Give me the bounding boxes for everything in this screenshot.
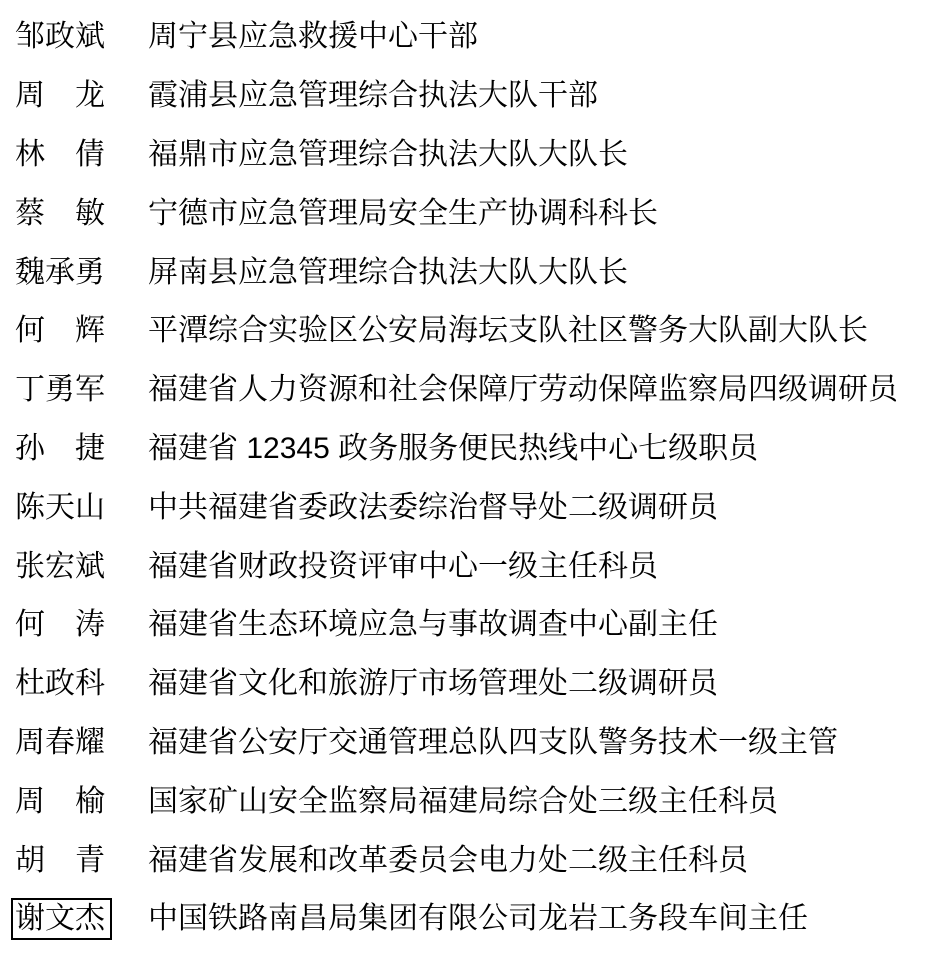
roster-row: [15, 67, 946, 126]
roster-row: [15, 243, 946, 302]
roster-row: [15, 890, 946, 949]
person-name: 陈天山: [15, 490, 105, 524]
roster-row: [15, 420, 946, 479]
person-title: 福鼎市应急管理综合执法大队大队长: [148, 137, 628, 171]
person-title: 福建省发展和改革委员会电力处二级主任科员: [148, 843, 748, 877]
person-name-boxed: 谢文杰: [11, 898, 112, 940]
roster-row: [15, 596, 946, 655]
roster-row: [15, 126, 946, 185]
roster-row: [15, 361, 946, 420]
person-title: 平潭综合实验区公安局海坛支队社区警务大队副大队长: [148, 314, 868, 348]
person-name: 魏承勇: [15, 255, 105, 289]
roster-row: [15, 655, 946, 714]
person-title: 福建省生态环境应急与事故调查中心副主任: [148, 608, 718, 642]
person-title: 霞浦县应急管理综合执法大队干部: [148, 79, 598, 113]
person-title: 福建省 12345 政务服务便民热线中心七级职员: [148, 431, 759, 465]
person-name: 丁勇军: [15, 373, 105, 407]
person-name: 张宏斌: [15, 549, 105, 583]
roster-row: [15, 8, 946, 67]
roster-row: [15, 831, 946, 890]
roster-row: [15, 478, 946, 537]
person-title: 福建省财政投资评审中心一级主任科员: [148, 549, 658, 583]
person-name: 邹政斌: [15, 20, 105, 54]
roster-row: [15, 302, 946, 361]
person-title: 福建省文化和旅游厅市场管理处二级调研员: [148, 667, 718, 701]
person-title: 宁德市应急管理局安全生产协调科科长: [148, 196, 658, 230]
person-title: 周宁县应急救援中心干部: [148, 20, 478, 54]
person-title: 福建省人力资源和社会保障厅劳动保障监察局四级调研员: [148, 373, 898, 407]
roster-row: [15, 714, 946, 773]
person-title: 国家矿山安全监察局福建局综合处三级主任科员: [148, 784, 778, 818]
person-name: 胡 青: [15, 843, 105, 877]
person-title: 屏南县应急管理综合执法大队大队长: [148, 255, 628, 289]
person-name: 周 龙: [15, 79, 105, 113]
person-name: 周春耀: [15, 725, 105, 759]
person-name: 周 榆: [15, 784, 105, 818]
person-name: 杜政科: [15, 667, 105, 701]
person-title: 福建省公安厅交通管理总队四支队警务技术一级主管: [148, 725, 838, 759]
person-name: 何 辉: [15, 314, 105, 348]
person-name: 林 倩: [15, 137, 105, 171]
roster-row: [15, 184, 946, 243]
person-title: 中共福建省委政法委综治督导处二级调研员: [148, 490, 718, 524]
roster-row: [15, 537, 946, 596]
person-name: 何 涛: [15, 608, 105, 642]
person-name: 孙 捷: [15, 431, 105, 465]
person-title: 中国铁路南昌局集团有限公司龙岩工务段车间主任: [148, 902, 808, 936]
roster-row: [15, 772, 946, 831]
person-name: 蔡 敏: [15, 196, 105, 230]
